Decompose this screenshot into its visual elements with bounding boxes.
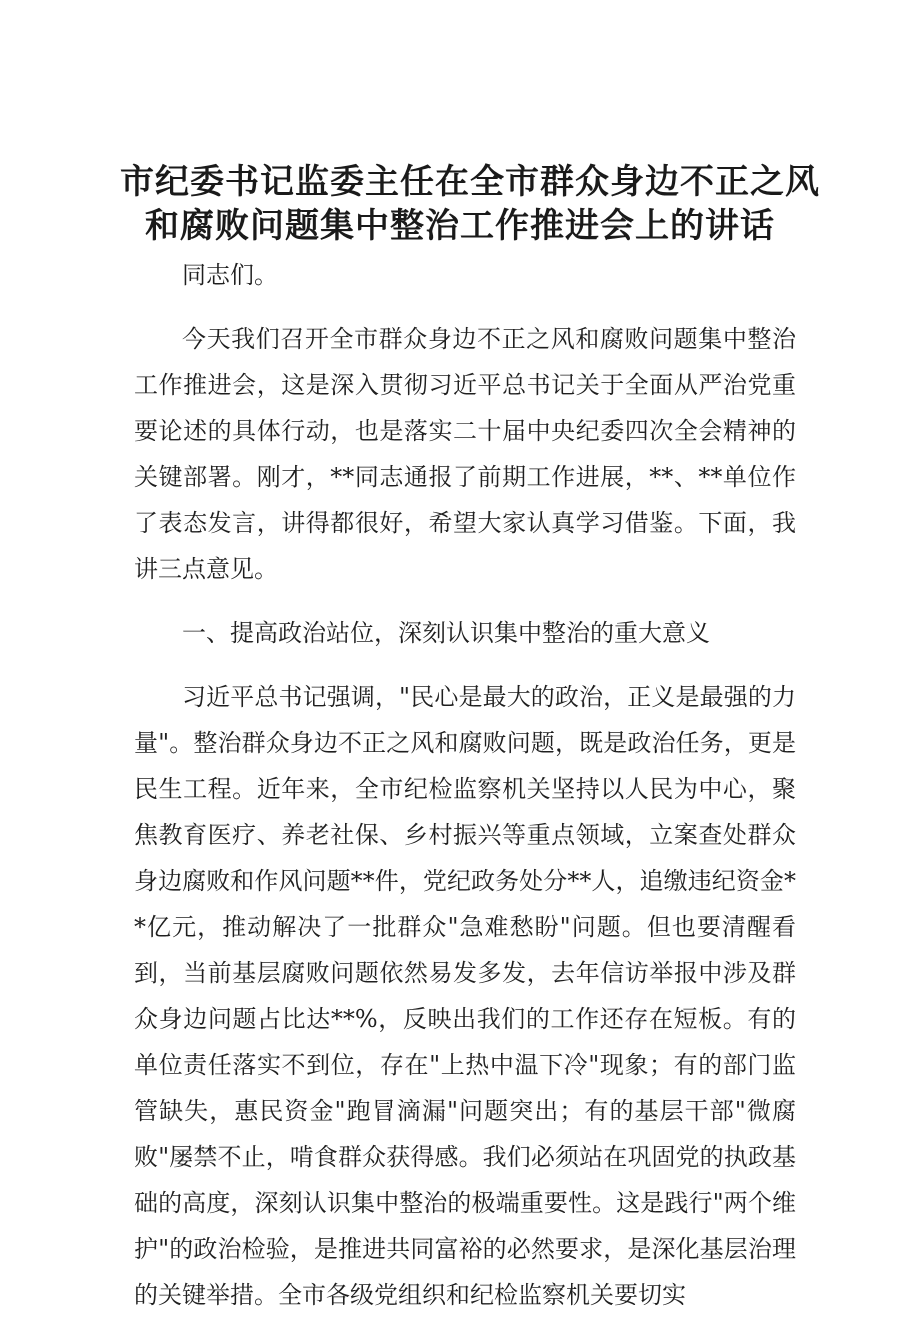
section-heading-1: 一、提高政治站位，深刻认识集中整治的重大意义 [182, 619, 710, 647]
title-line-1: 市纪委书记监委主任在全市群众身边不正之风 [120, 162, 820, 202]
document-body [134, 252, 796, 1318]
paragraph-section-1: 习近平总书记强调，"民心是最大的政治，正义是最强的力量"。整治群众身边不正之风和腐败问题，既是政治任务，更是民生工程。近年来，全市纪检监察机关坚持以人民为中心，聚焦教育医疗、养老社保、乡村振兴等重点领域，立案查处群众身边腐败和作风问题**件，党纪政务处分**人，追缴违纪资金**亿元，推动解决了一批群众"急难愁盼"问题。但也要清醒看到，当前基层腐败问题依然易发多发，去年信访举报中涉及群众身边问题占比达**%，反映出我们的工作还存在短板。有的单位责任落实不到位，存在"上热中温下冷"现象；有的部门监管缺失，惠民资金"跑冒滴漏"问题突出；有的基层干部"微腐败"屡禁不止，啃食群众获得感。我们必须站在巩固党的执政基础的高度，深刻认识集中整治的极端重要性。这是践行"两个维护"的政治检验，是推进共同富裕的必然要求，是深化基层治理的关键举措。全市各级党组织和纪检监察机关要切实 [134, 683, 796, 1309]
paragraph-intro: 今天我们召开全市群众身边不正之风和腐败问题集中整治工作推进会，这是深入贯彻习近平总书记关于全面从严治党重要论述的具体行动，也是落实二十届中央纪委四次全会精神的关键部署。刚才，**同志通报了前期工作进展，**、**单位作了表态发言，讲得都很好，希望大家认真学习借鉴。下面，我讲三点意见。 [134, 325, 796, 583]
document-title [120, 160, 820, 248]
title-line-2: 和腐败问题集中整治工作推进会上的讲话 [145, 206, 775, 246]
greeting: 同志们。 [182, 261, 278, 289]
